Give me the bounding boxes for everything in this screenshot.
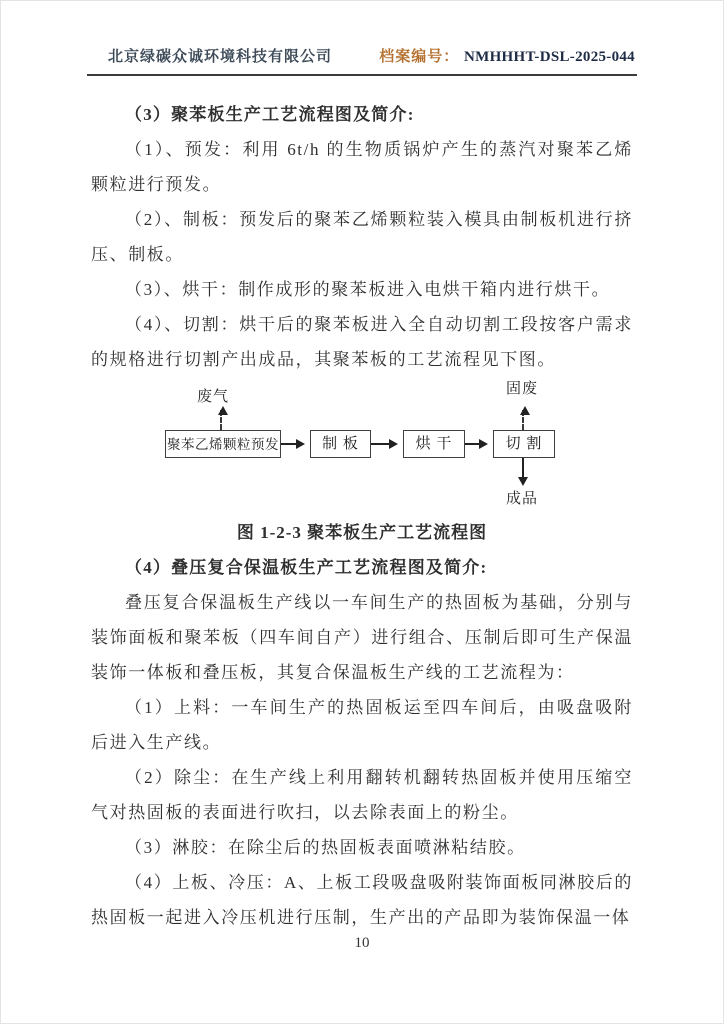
flow-arrow-icon [281, 443, 302, 445]
paragraph-cut: （4）、切割：烘干后的聚苯板进入全自动切割工段按客户需求的规格进行切割产出成品，其聚苯板的工艺流程见下图。 [91, 315, 633, 369]
flow-step-prefoam: 聚苯乙烯颗粒预发 [165, 430, 281, 458]
solid-waste-arrow-icon [522, 410, 524, 430]
flow-step-dry: 烘 干 [403, 430, 465, 458]
page-number: 10 [354, 935, 370, 951]
page-footer [1, 935, 723, 952]
paragraph-press: （4）上板、冷压：A、上板工段吸盘吸附装饰面板同淋胶后的热固板一起进入冷压机进行压制，生产出的产品即为装饰保温一体 [91, 873, 633, 927]
paragraph-glue: （3）淋胶：在除尘后的热固板表面喷淋粘结胶。 [125, 838, 526, 857]
flow-step-board: 制 板 [310, 430, 371, 458]
product-arrow-icon [522, 458, 524, 482]
paragraph-prefoam: （1）、预发：利用 6t/h 的生物质锅炉产生的蒸汽对聚苯乙烯颗粒进行预发。 [91, 140, 633, 194]
process-flow-diagram [91, 379, 633, 513]
company-name: 北京绿碳众诚环境科技有限公司 [108, 49, 333, 65]
paragraph-intro: 叠压复合保温板生产线以一车间生产的热固板为基础，分别与装饰面板和聚苯板（四车间自产）进行组合、压制后即可生产保温装饰一体板和叠压板，其复合保温板生产线的工艺流程为： [91, 593, 633, 682]
archive-field [379, 45, 635, 66]
page-header [1, 1, 723, 66]
solid-waste-label: 固废 [506, 381, 539, 397]
paragraph-board: （2）、制板：预发后的聚苯乙烯颗粒装入模具由制板机进行挤压、制板。 [91, 210, 633, 264]
paragraph-load: （1）上料：一车间生产的热固板运至四车间后，由吸盘吸附后进入生产线。 [91, 698, 633, 752]
archive-number: NMHHHT-DSL-2025-044 [464, 49, 635, 65]
archive-label: 档案编号： [379, 49, 460, 65]
figure-caption: 图 1-2-3 聚苯板生产工艺流程图 [236, 523, 488, 542]
flow-arrow-icon [465, 443, 485, 445]
section-heading-4: （4）叠压复合保温板生产工艺流程图及简介: [125, 558, 488, 577]
section-heading-3: （3）聚苯板生产工艺流程图及简介: [125, 105, 415, 124]
product-label: 成品 [506, 491, 539, 507]
flow-arrow-icon [371, 443, 395, 445]
paragraph-dust: （2）除尘：在生产线上利用翻转机翻转热固板并使用压缩空气对热固板的表面进行吹扫，以去除表面上的粉尘。 [91, 768, 633, 822]
waste-gas-label: 废气 [197, 389, 230, 405]
paragraph-dry: （3）、烘干：制作成形的聚苯板进入电烘干箱内进行烘干。 [125, 280, 611, 299]
flow-step-cut: 切 割 [493, 430, 555, 458]
document-body [1, 76, 723, 935]
